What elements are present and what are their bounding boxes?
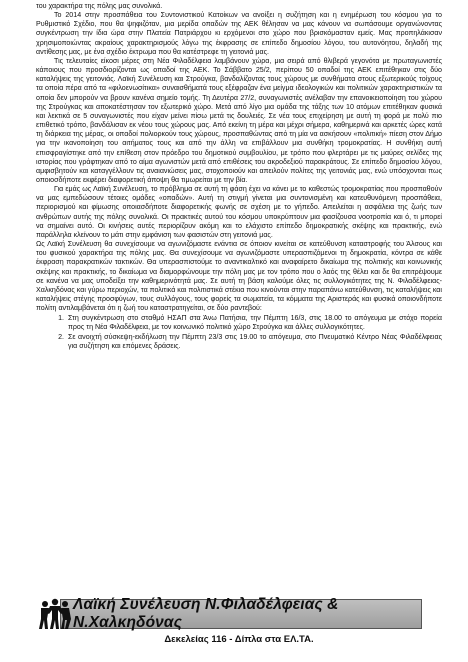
people-group-icon [36, 597, 74, 631]
footer [36, 597, 442, 649]
article-text [36, 2, 442, 351]
footer-address: Δεκελείας 116 - Δίπλα στα ΕΛ.ΤΑ. [164, 634, 314, 645]
paragraph: Για εμάς ως Λαϊκή Συνέλευση, το πρόβλημα σε αυτή τη φάση έχει να κάνει με το καθεστώς τρομοκρατίας που προσπαθούν να μας εμπεδώσουν τέτοιες ομάδες «οπαδών». Αυτή τη στιγμή γίνεται μια συντονισμένη και κατευθυνόμενη προσπάθεια, περιορισμού και φίμωσης οποιασδήποτε διαφορετικής φωνής σε σχέση με το γήπεδο. Απειλείται η ασφάλεια της ζωής των ανθρώπων αυτής της πόλης συνολικά. Οι πρακτικές αυτού του κόσμου υποκρύπτουν μια φασίζουσα νοοτροπία και ό, τι μπορεί να σημαίνει αυτό. Οι κινήσεις αυτές περιορίζουν ακόμη και το ελάχιστο επίπεδο δημοκρατικής σκέψης και πρακτικής, ενώ παράλληλα κλείνουν το μάτι στην εμφάνιση των φασιστών στη γειτονιά μας. [36, 185, 442, 239]
list-item: 2. Σε ανοιχτή σύσκεψη-εκδήλωση την Πέμπτη 23/3 στις 19.00 το απόγευμα, στο Πνευματικό Κέντρο Νέας Φιλαδέλφειας για συζήτηση και επόμενες δράσεις. [66, 333, 442, 351]
footer-banner [60, 596, 422, 631]
paragraph: Τις τελευταίες είκοσι μέρες στη Νέα Φιλαδέλφεια λαμβάνουν χώρα, μια σειρά από θλιβερά γεγονότα με πρωταγωνιστές κάποιους που προσδιορίζονται ως οπαδοί της ΑΕΚ. Το Σάββατο 25/2, περίπου 50 οπαδοί της ΑΕΚ επιτέθηκαν στις δύο καταλήψεις της γειτονιάς. Λαϊκή Συνέλευση και Στρούγκα, βανδαλίζοντας τους χώρους με συνθήματα στους εξωτερικούς τοίχους τα οποία πέρα από τα «φιλοενωσίτικα» συναισθήματά τους εξέφραζαν ένα μείγμα ιδεολογικών και πολιτικών χαρακτηριστικών τα οποία δεν μπορούν να βρουν κανένα σημείο τομής. Τη Δευτέρα 27/2, συναγωνιστές ανέλαβαν την επανοικειοποίηση του χώρου της Στρούγκας και αποκατέστησαν τον εξωτερικό χώρο. Μετά από λίγο μια ομάδα της τάξης των 10 ατόμων επιτέθηκαν φυσικά και λεκτικά σε 5 συναγωνιστές που είχαν μείνει πίσω μετά τις δουλειές. Σε νέα τους επιχείρηση με αυτή τη φορά με πολύ πιο επιθετικό τρόπο, βανδάλισαν εκ νέου τους χώρους μας. Από εκείνη τη μέρα και μέχρι σήμερα, καθημερινά και αρκετές ώρες κατά τη διάρκεια της μέρας, οι οπαδοί πολιορκούν τους χώρους, προσπαθώντας από τη μία να ασκήσουν «πολιτική» πίεση στον Δήμο για την ικανοποίηση του αιτήματος τους και από την άλλη να επιβάλλουν μια συνθήκη τρομοκρατίας. Η συνθήκη αυτή επισφραγίστηκε από την επίθεση στον πρόεδρο του δημοτικού συμβουλίου, με τρόπο που φλερτάρει με τις μαύρες σελίδες της ιστορίας που γράφτηκαν από το αίμα αγωνιστών μετά από επιθέσεις του ακροδεξιού παρακράτους. Σε επίπεδο δημοσίου λόγου, αμφισβητούν και καταγγέλλουν τις αναιανιώσεις μας, στοχοποιούν και απειλούν πολίτες της γειτονιάς μας, ενώ υπόσχονται πως οποιοσδήποτε εκφέρει διαφορετική άποψη θα τιμωρείται με την βία. [36, 56, 442, 184]
list-item: 1. Στη συγκέντρωση στο σταθμό ΗΣΑΠ στα Άνω Πατήσια, την Πέμπτη 16/3, στις 18.00 το απόγευμα με στόχο πορεία προς τη Νέα Φιλαδέλφεια, με τον κοινωνικό πολιτικό χώρο Στρούγκα και άλλες συλλογικότητες. [66, 314, 442, 332]
appointments-list [36, 314, 442, 351]
paragraph: Ως Λαϊκή Συνέλευση θα συνεχίσουμε να αγωνιζόμαστε ενάντια σε όποιον κινείται σε κατεύθυνση καταστροφής του Άλσους και του φυσικού χαρακτήρα της πόλης μας. Θα συνεχίσουμε να αγωνιζόμαστε υπερασπιζόμενοι τη δημοκρατία, κόντρα σε κάθε έκφραση παρακρατικών τακτικών. Θα υπερασπιστούμε το αναντικαλτικό και αναφαίρετο δικαίωμα της πολιτικής και κοινωνικής σκέψης και πρακτικής, το δικαίωμα να διαμορφώνουμε την πόλη μας με τον τρόπο που ο λαός της θέλει και δε θα επιτρέψουμε σε κανένα να μας υποδείξει την καθημερινότητά μας. Σε αυτή τη βάση καλούμε όλες τις συλλογικότητες της Ν. Φιλαδέλφειας-Χαλκηδόνας και γύρω περιοχών, τα πολιτικά και πολιτιστικά στέκια που κινούνται στην παραπάνω κατεύθυνση, τις καταλήψεις και καταλήψεις στέγης προσφύγων, τους συλλόγους, τους φορείς τα σωματεία, τα κόμματα της Αριστεράς και φυσικά οποιονδήποτε πολίτη αντιλαμβάνεται ότι η ζωή του καταστρατηγείται, σε δύο ραντεβού: [36, 240, 442, 313]
banner-title: Λαϊκή Συνέλευση Ν.Φιλαδέλφειας & Ν.Χαλκηδόνας [73, 596, 339, 631]
document-body [36, 2, 442, 351]
paragraph: Το 2014 στην προσπάθεια του Συντονιστικού Κατοίκων να ανοίξει η συζήτηση και η ενημέρωση του κόσμου για το Ρυθμιστικό Σχέδιο, που θα ψηφιζόταν, μια μερίδα οπαδών της ΑΕΚ θέλησαν να μας κάνουν να σωπάσουμε οργανώνοντας συγκέντρωση την ίδια ώρα στην Πλατεία Πατριάρχου κι ερχόμενοι στο χώρο που βρισκόμασταν εμείς. Μας προπηλάκισαν χρησιμοποιώντας ακραίους χαρακτηρισμούς λόγω της έκφρασης σε επίπεδο δημοσίου λόγου, του αυτονόητου, δηλαδή της αντίθεσης μας, με ένα σχέδιο έκτρωμα που θα κατέστρεφε τη γειτονιά μας. [36, 11, 442, 56]
paragraph: του χαρακτήρα της πόλης μας συνολικά. [36, 2, 163, 10]
